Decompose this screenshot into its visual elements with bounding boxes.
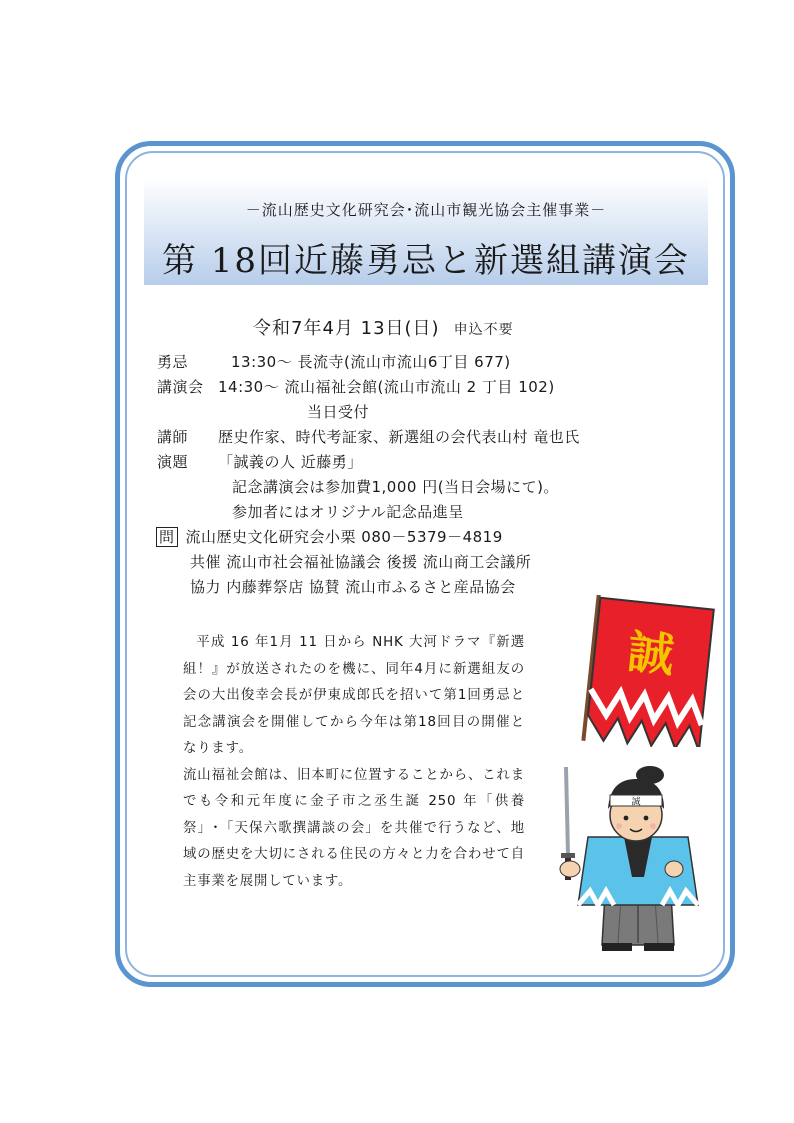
- schedule-lecture: [157, 376, 555, 397]
- schedule-text: 13:30～ 長流寺(流山市流山6丁目 677): [231, 353, 511, 371]
- right-hand: [665, 861, 683, 877]
- lecturer-line: [157, 426, 580, 447]
- gift-note: 参加者にはオリジナル記念品進呈: [232, 503, 464, 521]
- samurai-illustration: [548, 765, 718, 955]
- contact-line: [156, 526, 503, 547]
- headband-char: 誠: [631, 797, 641, 808]
- topknot: [636, 766, 664, 784]
- lecturer-text: 歴史作家、時代考証家、新選組の会代表山村 竜也氏: [218, 428, 580, 446]
- sword-guard: [561, 853, 575, 858]
- description-paragraph: 流山福祉会館は、旧本町に位置することから、これまでも令和元年度に金子市之丞生誕 250 年「供養祭」･「天保六歌撰講談の会」を共催で行うなど、地域の歴史を大切にされる住民の方々と力を合わせて自主事業を展開しています。: [183, 767, 525, 889]
- cooperation-line: 協力 内藤葬祭店 協賛 流山市ふるさと産品協会: [190, 578, 516, 596]
- reception-note: 当日受付: [307, 403, 370, 421]
- description: [183, 630, 525, 895]
- makoto-flag-illustration: [579, 595, 715, 747]
- cohost-line: 共催 流山市社会福祉協議会 後援 流山商工会議所: [190, 553, 532, 571]
- left-hand: [560, 861, 580, 877]
- schedule-memorial: [157, 351, 511, 372]
- description-paragraph: 平成 16 年1月 11 日から NHK 大河ドラマ『新選組！』が放送されたのを機に、同年4月に新選組友の会の大出俊幸会長が伊東成郎氏を招いて第1回勇忌と記念講演会を開催してから今年は第18回目の開催となります。: [183, 635, 525, 756]
- left-eye: [624, 816, 629, 821]
- contact-text: 流山歴史文化研究会小栗 080－5379－4819: [185, 528, 503, 546]
- topic-label: 演題: [157, 453, 189, 471]
- flag-makoto-char: 誠: [625, 624, 677, 683]
- right-eye: [644, 816, 649, 821]
- event-date-line: [253, 314, 514, 340]
- schedule-label: 講演会: [157, 378, 204, 396]
- no-application-note: 申込不要: [453, 322, 514, 338]
- event-subtitle: －流山歴史文化研究会･流山市観光協会主催事業－: [245, 201, 607, 219]
- schedule-text: 14:30～ 流山福祉会館(流山市流山 2 丁目 102): [218, 378, 555, 396]
- event-date: 令和7年4月 13日(日): [253, 318, 440, 339]
- fee-note: 記念講演会は参加費1,000 円(当日会場にて)。: [232, 478, 559, 496]
- schedule-label: 勇忌: [157, 353, 189, 371]
- sword-blade: [566, 767, 568, 855]
- event-title: 第 18回近藤勇忌と新選組講演会: [161, 241, 691, 281]
- topic-text: 「誠義の人 近藤勇」: [218, 453, 363, 471]
- topic-line: [157, 451, 363, 472]
- lecturer-label: 講師: [157, 428, 189, 446]
- inquiry-mark: 問: [156, 527, 178, 547]
